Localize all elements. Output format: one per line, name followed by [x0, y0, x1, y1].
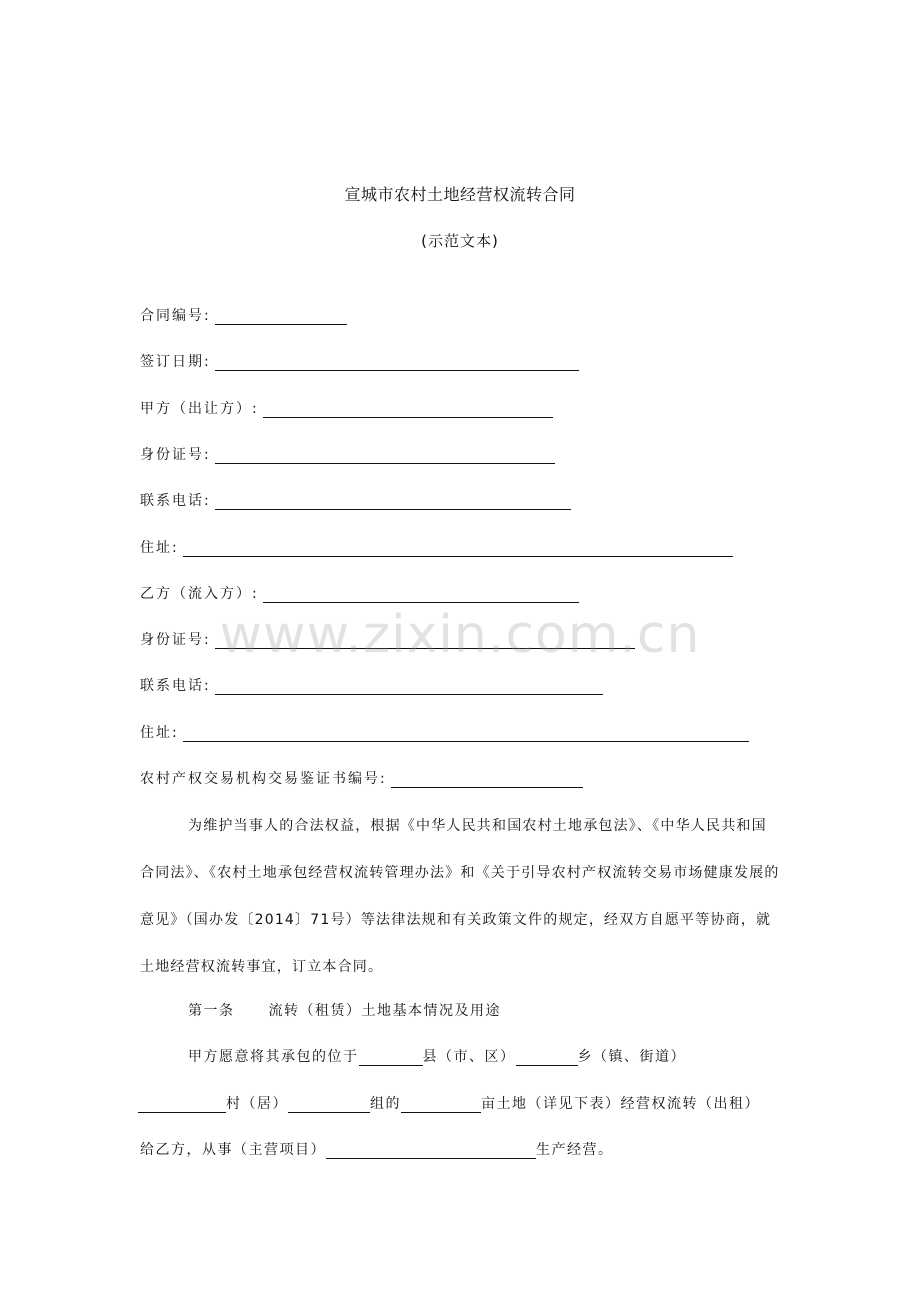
field-party-a: [140, 398, 553, 418]
group-blank[interactable]: [288, 1095, 370, 1113]
party-a-blank[interactable]: [263, 400, 553, 418]
field-party-b-address: [140, 722, 749, 742]
field-label: 签订日期:: [140, 354, 211, 370]
village-blank[interactable]: [138, 1095, 226, 1113]
article-title: 流转（租赁）土地基本情况及用途: [268, 1003, 501, 1019]
field-sign-date: [140, 351, 579, 371]
document-title: 宣城市农村土地经营权流转合同: [344, 185, 576, 204]
party-a-phone-blank[interactable]: [215, 492, 571, 510]
field-label: 身份证号:: [140, 447, 211, 463]
clause-text: 组的: [370, 1096, 401, 1112]
township-blank[interactable]: [516, 1048, 578, 1066]
sign-date-blank[interactable]: [215, 353, 579, 371]
field-party-a-phone: [140, 490, 571, 510]
field-label: 联系电话:: [140, 493, 211, 509]
cert-no-blank[interactable]: [391, 770, 583, 788]
contract-no-blank[interactable]: [215, 307, 347, 325]
field-label: 乙方（流入方）:: [140, 586, 259, 602]
clause-line-2: [138, 1093, 760, 1113]
field-party-a-id: [140, 444, 555, 464]
document-subtitle: (示范文本): [421, 232, 499, 250]
party-a-id-blank[interactable]: [215, 446, 555, 464]
county-blank[interactable]: [359, 1048, 423, 1066]
preamble-paragraph: [140, 803, 780, 991]
field-label: 农村产权交易机构交易鉴证书编号:: [140, 771, 387, 787]
clause-line-1: [188, 1046, 686, 1066]
party-b-phone-blank[interactable]: [215, 677, 603, 695]
clause-text: 县（市、区）: [422, 1049, 516, 1065]
field-label: 住址:: [140, 725, 179, 741]
field-party-a-address: [140, 537, 733, 557]
field-label: 甲方（出让方）:: [140, 401, 259, 417]
field-label: 住址:: [140, 540, 179, 556]
preamble-text: 为维护当事人的合法权益，根据《中华人民共和国农村土地承包法》、《中华人民共和国合同法》、《农村土地承包经营权流转管理办法》和《关于引导农村产权流转交易市场健康发展的意见》（国办发〔2014〕71号）等法律法规和有关政策文件的规定，经双方自愿平等协商，就土地经营权流转事宜，订立本合同。: [140, 818, 780, 975]
clause-text: 生产经营。: [536, 1142, 614, 1158]
clause-text: 甲方愿意将其承包的位于: [188, 1049, 359, 1065]
field-label: 身份证号:: [140, 632, 211, 648]
field-contract-no: [140, 305, 347, 325]
party-b-blank[interactable]: [263, 585, 579, 603]
clause-text: 村（居）: [226, 1096, 288, 1112]
field-label: 合同编号:: [140, 308, 211, 324]
clause-text: 乡（镇、街道）: [577, 1049, 686, 1065]
clause-line-3: [140, 1139, 614, 1159]
area-blank[interactable]: [401, 1095, 481, 1113]
article-1-heading: [188, 1000, 501, 1020]
party-b-address-blank[interactable]: [183, 724, 749, 742]
clause-text: 亩土地（详见下表）经营权流转（出租）: [481, 1096, 760, 1112]
watermark: www.zixin.com.cn: [219, 605, 701, 665]
field-cert-no: [140, 768, 583, 788]
clause-text: 给乙方，从事（主营项目）: [140, 1142, 326, 1158]
field-party-b: [140, 583, 579, 603]
field-party-b-phone: [140, 675, 603, 695]
field-label: 联系电话:: [140, 678, 211, 694]
article-number: 第一条: [188, 1003, 235, 1019]
project-blank[interactable]: [326, 1141, 536, 1159]
party-a-address-blank[interactable]: [183, 539, 733, 557]
